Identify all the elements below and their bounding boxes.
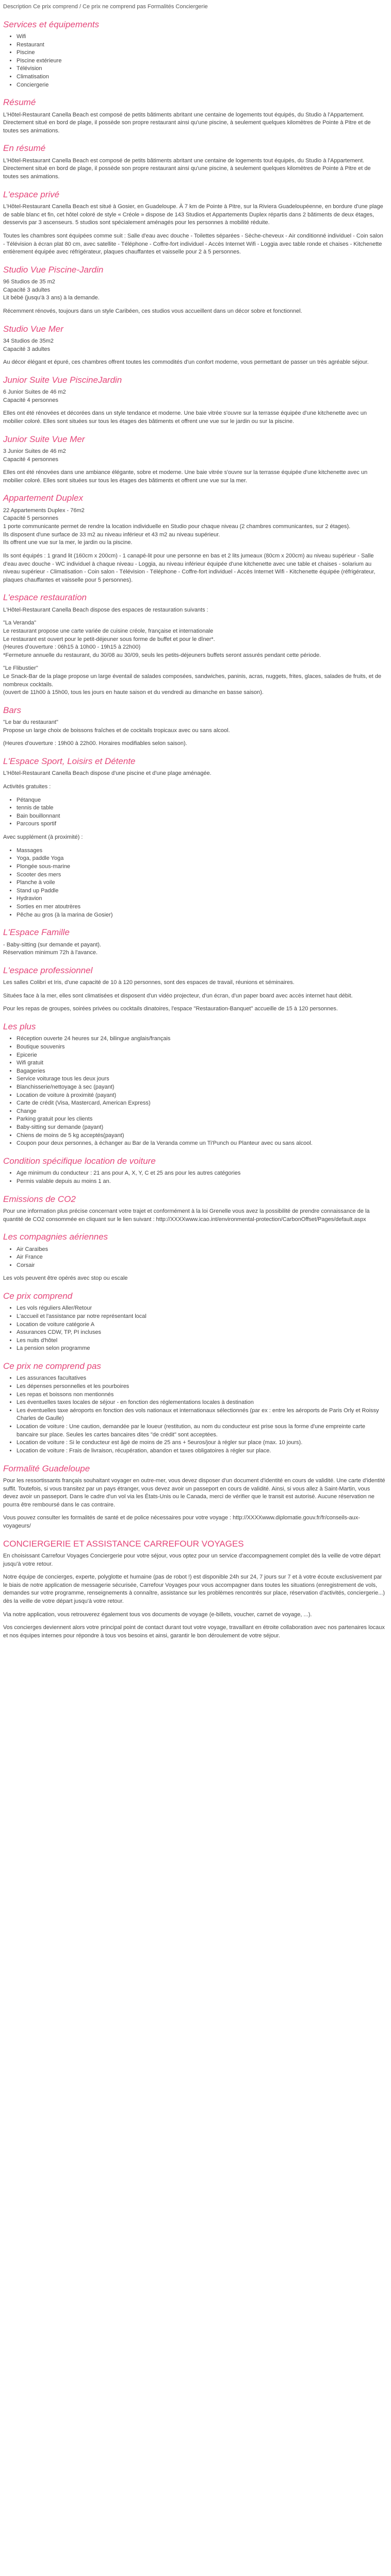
- list-item: • L'accueil et l'assistance par notre représentant local: [17, 1313, 386, 1321]
- section-les-compagnies-aeriennes: [3, 1232, 386, 1283]
- section-paragraph: Elles ont été rénovées dans une ambiance élégante, sobre et moderne. Une baie vitrée s'ouvre sur la terrasse équipée d'une kitchenette avec un mobilier coloré. Elles sont situées sur tous les étages des bâtiments et offrent une vue sur la mer.: [3, 469, 368, 484]
- section-heading: Ce prix comprend: [3, 1291, 73, 1301]
- bullet-list: [3, 1375, 386, 1455]
- list-item: • Yoga, paddle Yoga: [17, 855, 386, 863]
- section-l-espace-professionnel: [3, 965, 386, 1013]
- section-heading: Junior Suite Vue Mer: [3, 434, 85, 444]
- list-item: • Wifi gratuit: [17, 1059, 386, 1067]
- list-item: • Blanchisserie/nettoyage à sec (payant): [17, 1083, 386, 1092]
- section-heading: Appartement Duplex: [3, 493, 83, 503]
- bullet-list: [3, 1304, 386, 1353]
- section-les-plus: [3, 1022, 386, 1148]
- list-item: • Les nuits d'hôtel: [17, 1337, 386, 1345]
- list-item: • Piscine: [17, 49, 386, 57]
- section-paragraph: Notre équipe de concierges, experte, polyglotte et humaine (pas de robot !) est disponible 24h sur 24, 7 jours sur 7 et à votre écoute exclusivement par le biais de notre application de messagerie sécurisée, Carrefour Voyages pour vous accompagner dans toutes les situations (enregistrement de vols, demandes sur votre programme, renseignements à connaître, assistance sur les problèmes rencontrés sur place, réservation d'activités, conciergerie...) dès la veille de votre départ jusqu'à votre retour.: [3, 1574, 385, 1604]
- section-paragraph: L'Hôtel-Restaurant Canella Beach est composé de petits bâtiments abritant une centaine de logements tout équipés, du Studio à l'Appartement. Directement situé en bord de plage, il possède son propre restaurant ainsi qu'une piscine, à seulement quelques kilomètres de Pointe à Pitre et de toutes ses animations.: [3, 157, 371, 180]
- section-studio-vue-mer: [3, 324, 386, 367]
- section-heading: Les compagnies aériennes: [3, 1232, 108, 1242]
- section-paragraph: Elles ont été rénovées et décorées dans un style tendance et moderne. Une baie vitrée s'ouvre sur la terrasse équipée d'une kitchenette avec un mobilier coloré. Elles sont situées sur tous les étages des bâtiments et offrent une vue sur le jardin ou sur la piscine.: [3, 410, 367, 425]
- section-junior-suite-vue-mer: [3, 434, 386, 485]
- section-paragraph: L'Hôtel-Restaurant Canella Beach est composé de petits bâtiments abritant une centaine de logements tout équipés, du Studio à l'Appartement. Directement situé en bord de plage, il possède son propre restaurant ainsi qu'une piscine, à seulement quelques kilomètres de Pointe à Pitre et de toutes ses animations.: [3, 111, 371, 134]
- section-paragraph: Les vols peuvent être opérés avec stop ou escale: [3, 1275, 128, 1282]
- list-item: • Air Caraïbes: [17, 1246, 386, 1254]
- section-heading: Junior Suite Vue PiscineJardin: [3, 375, 122, 385]
- list-item: • Pétanque: [17, 796, 386, 805]
- section-formalite-guadeloupe: [3, 1464, 386, 1531]
- list-item: • Corsair: [17, 1262, 386, 1270]
- list-item: • Les assurances facultatives: [17, 1375, 386, 1383]
- section-paragraph: Activités gratuites :: [3, 784, 51, 790]
- list-item: • Stand up Paddle: [17, 887, 386, 895]
- list-item: • Coupon pour deux personnes, à échanger au Bar de la Veranda comme un Ti'Punch ou Planteur avec ou sans alcool.: [17, 1140, 386, 1148]
- list-item: • Location de voiture : Si le conducteur est âgé de moins de 25 ans + 5euros/jour à régler sur place (max. 10 jours).: [17, 1439, 386, 1447]
- list-item: • Parking gratuit pour les clients: [17, 1115, 386, 1124]
- list-item: • Assurances CDW, TP, PI incluses: [17, 1329, 386, 1337]
- list-item: • Climatisation: [17, 73, 386, 81]
- section-paragraph: 22 Appartements Duplex - 76m2 Capacité 5 personnes 1 porte communicante permet de rendre la location individuelle en Studio pour chaque niveau (2 chambres communicantes, sur 2 étages). Ils disposent d'une surface de 33 m2 au niveau inférieur et 43 m2 au niveau supérieur. Ils offrent une vue sur la mer, le jardin ou la piscine.: [3, 507, 351, 546]
- section-en-resume: [3, 143, 386, 181]
- section-heading: Les plus: [3, 1022, 36, 1031]
- section-condition-specifique-location-de-voiture: [3, 1156, 386, 1186]
- section-paragraph: 6 Junior Suites de 46 m2 Capacité 4 personnes: [3, 389, 66, 403]
- list-item: • Air France: [17, 1253, 386, 1262]
- bullet-list: [3, 847, 386, 919]
- section-paragraph: "La Veranda" Le restaurant propose une carte variée de cuisine créole, française et internationale Le restaurant est ouvert pour le petit-déjeuner sous forme de buffet et pour le dîner*. (Heures d'ouverture : 06h15 à 10h00 - 19h15 à 22h00) *Fermeture annuelle du restaurant, du 30/08 au 30/09, seuls les petits-déjeuners buffets seront assurés pendant cette période.: [3, 620, 321, 658]
- section-paragraph: Situées face à la mer, elles sont climatisées et disposent d'un vidéo projecteur, d'un écran, d'un paper board avec accès internet haut débit.: [3, 992, 353, 999]
- section-heading: Condition spécifique location de voiture: [3, 1156, 156, 1166]
- list-item: • Change: [17, 1108, 386, 1116]
- list-item: • Carte de crédit (Visa, Mastercard, American Express): [17, 1099, 386, 1108]
- list-item: • Planche à voile: [17, 879, 386, 887]
- list-item: • Réception ouverte 24 heures sur 24, bilingue anglais/français: [17, 1035, 386, 1043]
- section-heading: Studio Vue Piscine-Jardin: [3, 264, 104, 275]
- section-paragraph: Toutes les chambres sont équipées comme suit : Salle d'eau avec douche - Toilettes séparées - Sèche-cheveux - Air conditionné individuel - Coin salon - Télévision à écran plat 80 cm, avec satellite - Téléphone - Coffre-fort individuel - Accès Internet Wifi - Loggia avec table ronde et chaises - Kitchenette entièrement équipée avec réfrigérateur, plaques chauffantes et vaisselle pour 2 à 5 personnes.: [3, 232, 383, 256]
- section-paragraph: - Baby-sitting (sur demande et payant). Réservation minimum 72h à l'avance.: [3, 941, 102, 956]
- section-ce-prix-ne-comprend-pas: [3, 1361, 386, 1455]
- list-item: • Télévision: [17, 65, 386, 73]
- list-item: • Permis valable depuis au moins 1 an.: [17, 1178, 386, 1186]
- section-paragraph: L'Hôtel-Restaurant Canella Beach est situé à Gosier, en Guadeloupe. À 7 km de Pointe à Pitre, sur la Riviera Guadeloupéenne, en bordure d'une plage de sable blanc et fin, cet hôtel coloré de style « Créole » dispose de 143 Studios et Appartements Duplex répartis dans 2 bâtiments de deux étages, desservis par 3 ascenseurs. 5 studios sont spécialement aménagés pour les personnes à mobilité réduite.: [3, 204, 383, 226]
- list-item: • Baby-sitting sur demande (payant): [17, 1124, 386, 1132]
- section-paragraph: Pour les ressortissants français souhaitant voyager en outre-mer, vous devez disposer d'un document d'identité en cours de validité. Une carte d'identité suffit. Toutefois, si vous transitez par un pays étranger, vous devez avoir un passeport en cours de validité. Ainsi, si vous allez à Saint-Martin, vous devez avoir un passeport. Dans le cadre d'un vol via les États-Unis ou le Canada, merci de vérifier que le transit est autorisé. Aucune réservation ne pourra être remboursé dans le cas contraire.: [3, 1477, 385, 1508]
- section-heading: L'espace privé: [3, 189, 60, 199]
- section-heading: L'Espace Sport, Loisirs et Détente: [3, 756, 136, 767]
- section-l-espace-prive: [3, 190, 386, 257]
- section-paragraph: Ils sont équipés : 1 grand lit (160cm x 200cm) - 1 canapé-lit pour une personne en bas et 2 lits jumeaux (80cm x 200cm) au niveau supérieur - Salle d'eau avec douche - WC individuel à chaque niveau - Loggia, au niveau inférieur équipée d'une kitchenette avec une table et chaises - solarium au niveau supérieur - Climatisation - Coin salon - Télévision - Téléphone - Coffre-fort individuel - Accès Internet Wifi - Kitchenette équipée (réfrigérateur, plaques chauffantes et vaisselle pour 5 personnes).: [3, 552, 376, 583]
- section-heading: Emissions de CO2: [3, 1194, 76, 1204]
- list-item: • Pêche au gros (à la marina de Gosier): [17, 911, 386, 920]
- list-item: • Location de voiture catégorie A: [17, 1321, 386, 1329]
- section-heading: Services et équipements: [3, 19, 100, 29]
- section-paragraph: Pour une information plus précise concernant votre trajet et conformément à la loi Grenelle vous avez la possibilité de prendre connaissance de la quantité de CO2 consommée en cliquant sur le lien suivant : http://XXXXwww.icao.int/environmental-protection/CarbonOffset/Pages/default.aspx: [3, 1208, 370, 1223]
- list-item: • Age minimum du conducteur : 21 ans pour A, X, Y, C et 25 ans pour les autres catégories: [17, 1170, 386, 1178]
- list-item: • Parcours sportif: [17, 820, 386, 828]
- list-item: • Location de voiture : Une caution, demandée par le loueur (restitution, au nom du conducteur est prise sous la forme d'une empreinte carte bancaire sur place. Seules les cartes bancaires dites "de crédit" sont acceptées.: [17, 1423, 386, 1439]
- section-junior-suite-vue-piscinejardin: [3, 375, 386, 426]
- list-item: • Bagageries: [17, 1067, 386, 1076]
- section-paragraph: Les salles Colibri et Iris, d'une capacité de 10 à 120 personnes, sont des espaces de travail, réunions et séminaires.: [3, 979, 295, 986]
- list-item: • Les repas et boissons non mentionnés: [17, 1391, 386, 1399]
- section-services-et-equipements: [3, 20, 386, 90]
- section-paragraph: En choisissant Carrefour Voyages Conciergerie pour votre séjour, vous optez pour un service d'accompagnement complet dès la veille de votre départ jusqu'à votre retour.: [3, 1552, 381, 1567]
- section-appartement-duplex: [3, 493, 386, 584]
- section-l-espace-restauration: [3, 592, 386, 697]
- section-paragraph: 3 Junior Suites de 46 m2 Capacité 4 personnes: [3, 448, 66, 463]
- list-item: • Conciergerie: [17, 81, 386, 90]
- list-item: • Les vols réguliers Aller/Retour: [17, 1304, 386, 1313]
- bullet-list: [3, 1246, 386, 1270]
- section-studio-vue-piscine-jardin: [3, 265, 386, 316]
- sections-container: [3, 20, 386, 1640]
- section-heading: L'Espace Famille: [3, 927, 70, 938]
- section-heading: L'espace professionnel: [3, 965, 93, 975]
- section-heading: L'espace restauration: [3, 592, 87, 603]
- section-paragraph: Récemment rénovés, toujours dans un style Caribéen, ces studios vous accueillent dans un décor sobre et fonctionnel.: [3, 308, 302, 314]
- section-paragraph: Pour les repas de groupes, soirées privées ou cocktails dinatoires, l'espace "Restauration-Banquet" accueille de 15 à 120 personnes.: [3, 1006, 338, 1012]
- list-item: • Les dépenses personnelles et les pourboires: [17, 1383, 386, 1391]
- list-item: • Epicerie: [17, 1052, 386, 1060]
- section-paragraph: "Le Flibustier" Le Snack-Bar de la plage propose un large éventail de salades composées, sandwiches, paninis, acras, nuggets, frites, glaces, salades de fruits, et de nombreux cocktails. (ouvert de 11h00 à 15h00, tous les jours en haute saison et du vendredi au dimanche en basse saison).: [3, 665, 382, 696]
- list-item: • Piscine extérieure: [17, 57, 386, 65]
- list-item: • tennis de table: [17, 804, 386, 812]
- bullet-list: [3, 796, 386, 828]
- list-item: • Sorties en mer atoutrères: [17, 903, 386, 911]
- list-item: • Les éventuelles taxes locales de séjour - en fonction des réglementations locales à destination: [17, 1399, 386, 1407]
- section-paragraph: 34 Studios de 35m2 Capacité 3 adultes: [3, 337, 54, 352]
- list-item: • La pension selon programme: [17, 1345, 386, 1353]
- list-item: • Plongée sous-marine: [17, 863, 386, 871]
- tab-links: Description Ce prix comprend / Ce prix ne comprend pas Formalités Conciergerie: [3, 4, 208, 10]
- section-heading: En résumé: [3, 143, 46, 154]
- list-item: • Hydravion: [17, 895, 386, 903]
- list-item: • Service voiturage tous les deux jours: [17, 1075, 386, 1083]
- list-item: • Chiens de moins de 5 kg acceptés(payant): [17, 1132, 386, 1140]
- bullet-list: [3, 33, 386, 89]
- section-paragraph: Au décor élégant et épuré, ces chambres offrent toutes les commodités d'un confort moderne, vous permettant de passer un très agréable séjour.: [3, 359, 369, 366]
- section-paragraph: 96 Studios de 35 m2 Capacité 3 adultes Lit bébé (jusqu'à 3 ans) à la demande.: [3, 279, 100, 301]
- section-l-espace-sport-loisirs-et-detente: [3, 756, 386, 919]
- section-heading: Formalité Guadeloupe: [3, 1463, 90, 1473]
- list-item: • Restaurant: [17, 41, 386, 49]
- list-item: • Les éventuelles taxe aéroports en fonction des vols nationaux et internationaux sélectionnés (par ex : entre les aéroports de Paris Orly et Roissy Charles de Gaulle): [17, 1407, 386, 1423]
- section-resume: [3, 97, 386, 135]
- list-item: • Boutique souvenirs: [17, 1043, 386, 1052]
- section-heading: Résumé: [3, 97, 36, 108]
- section-paragraph: Avec supplément (à proximité) :: [3, 834, 83, 841]
- section-l-espace-famille: [3, 927, 386, 957]
- section-paragraph: "Le bar du restaurant" Propose un large choix de boissons fraîches et de cocktails tropicaux avec ou sans alcool.: [3, 719, 230, 734]
- list-item: • Scooter des mers: [17, 871, 386, 879]
- section-paragraph: Via notre application, vous retrouverez également tous vos documents de voyage (e-billets, voucher, carnet de voyage, ...).: [3, 1611, 312, 1618]
- list-item: • Location de voiture à proximité (payant): [17, 1092, 386, 1100]
- list-item: • Bain bouillonnant: [17, 812, 386, 821]
- section-paragraph: L'Hôtel-Restaurant Canella Beach dispose des espaces de restauration suivants :: [3, 606, 208, 613]
- section-heading: Bars: [3, 705, 21, 715]
- section-paragraph: (Heures d'ouverture : 19h00 à 22h00. Horaires modifiables selon saison).: [3, 740, 187, 747]
- section-heading: Ce prix ne comprend pas: [3, 1361, 101, 1371]
- bullet-list: [3, 1170, 386, 1185]
- list-item: • Wifi: [17, 33, 386, 41]
- section-conciergerie-et-assistance-carrefour-voyages: [3, 1539, 386, 1640]
- section-heading: Studio Vue Mer: [3, 324, 63, 334]
- section-paragraph: Vous pouvez consulter les formalités de santé et de police nécessaires pour votre voyage : http://XXXXwww.diplomatie.gouv.fr/fr/conseils-aux-voyageurs/: [3, 1515, 360, 1529]
- section-heading: CONCIERGERIE ET ASSISTANCE CARREFOUR VOYAGES: [3, 1538, 244, 1549]
- section-paragraph: Vos concierges deviennent alors votre principal point de contact durant tout votre voyage, travaillant en étroite collaboration avec nos partenaires locaux et nos équipes internes pour répondre à tous vos besoins et ainsi, garantir le bon déroulement de votre séjour.: [3, 1624, 385, 1639]
- section-bars: [3, 705, 386, 748]
- list-item: • Massages: [17, 847, 386, 855]
- list-item: • Location de voiture : Frais de livraison, récupération, abandon et taxes obligatoires à régler sur place.: [17, 1447, 386, 1455]
- bullet-list: [3, 1035, 386, 1148]
- section-paragraph: L'Hôtel-Restaurant Canella Beach dispose d'une piscine et d'une plage aménagée.: [3, 770, 211, 777]
- section-ce-prix-comprend: [3, 1291, 386, 1353]
- section-emissions-de-co2: [3, 1194, 386, 1224]
